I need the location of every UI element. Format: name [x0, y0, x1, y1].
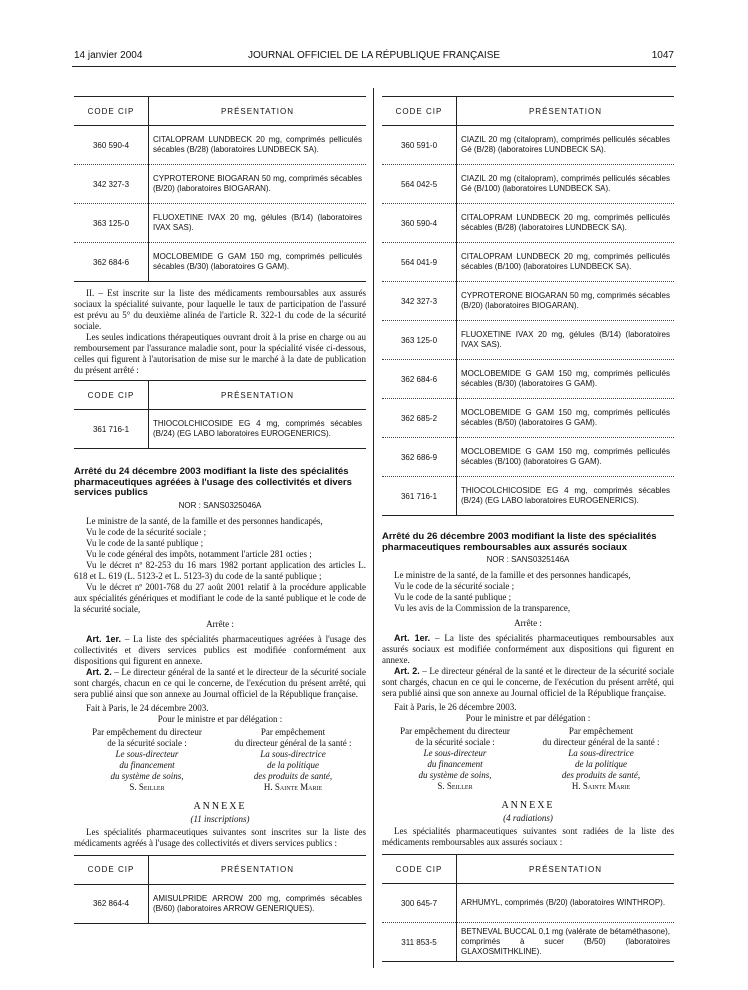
done-at: Fait à Paris, le 24 décembre 2003.	[86, 702, 209, 713]
header-rule	[72, 66, 676, 67]
article-2: Art. 2. – Le directeur général de la santé et le directeur de la sécurité sociale sont chargés, chacun en ce qui le concerne, de l'exécution du présent arrêté, qui sera publié ainsi que son annexe au Journal officiel de la République française.	[74, 666, 366, 699]
annex-subtitle: (11 inscriptions)	[190, 813, 250, 824]
column-header-code: CODE CIP	[382, 97, 457, 126]
annex-heading: ANNEXE	[193, 800, 247, 812]
column-header-code: CODE CIP	[74, 381, 149, 410]
column-separator	[373, 88, 374, 968]
column-header-presentation: PRÉSENTATION	[457, 97, 675, 126]
table-row	[382, 438, 674, 477]
cip-code: 362 864-4	[74, 884, 149, 923]
table-row	[382, 477, 674, 516]
column-header-presentation: PRÉSENTATION	[149, 381, 367, 410]
header-date: 14 janvier 2004	[74, 50, 143, 61]
table-row	[382, 243, 674, 282]
paragraph: Les spécialités pharmaceutiques suivantes sont radiées de la liste des médicaments remboursables aux assurés sociaux :	[382, 826, 674, 847]
paragraph: Vu le code de la santé publique ;	[394, 592, 512, 602]
signatory-name: H. Sainte Marie	[571, 781, 631, 791]
table-row	[382, 923, 674, 962]
cip-code: 360 591-0	[382, 126, 457, 165]
cip-code: 564 041-9	[382, 243, 457, 282]
table-row	[382, 282, 674, 321]
article-2: Art. 2. – Le directeur général de la santé et le directeur de la sécurité sociale sont chargés, chacun en ce qui le concerne, de l'exécution du présent arrêté, qui sera publié ainsi que son annexe au Journal officiel de la République française.	[382, 666, 674, 698]
paragraph: Vu le code général des impôts, notamment l'article 281 octies ;	[86, 548, 312, 559]
done-at: Fait à Paris, le 26 décembre 2003.	[394, 702, 517, 712]
product-presentation: ARHUMYL, comprimés (B/20) (laboratoires WINTHROP).	[457, 884, 675, 923]
table-row	[74, 884, 366, 923]
cip-table	[382, 854, 674, 962]
cip-code: 363 125-0	[382, 321, 457, 360]
paragraph: Vu le décret nº 2001-768 du 27 août 2001 relatif à la procédure applicable aux spécialités génériques et modifiant le code de la santé publique et le code de la sécurité sociale,	[74, 581, 366, 614]
arrete-label: Arrête :	[514, 618, 542, 628]
signature-block: Par empêchement du directeur de la sécurité sociale : Le sous-directeur du financement du système de soins, S. Seiller Par empêchement du directeur général de la santé : La sous-directrice de la politique des produits de santé, H. Sainte Marie	[74, 727, 366, 793]
product-presentation: CIAZIL 20 mg (citalopram), comprimés pelliculés sécables Gé (B/28) (laboratoires LUNDBECK SA).	[457, 126, 675, 165]
delegation-line: Pour le ministre et par délégation :	[157, 713, 283, 724]
nor-reference: NOR : SANS0325146A	[486, 555, 570, 564]
paragraph: Le ministre de la santé, de la famille et des personnes handicapés,	[86, 515, 323, 526]
table-row	[382, 884, 674, 923]
product-presentation: THIOCOLCHICOSIDE EG 4 mg, comprimés sécables (B/24) (EG LABO laboratoires EUROGENERICS).	[149, 410, 367, 449]
product-presentation: MOCLOBEMIDE G GAM 150 mg, comprimés pelliculés sécables (B/50) (laboratoires G GAM).	[457, 399, 675, 438]
product-presentation: CYPROTERONE BIOGARAN 50 mg, comprimés sécables (B/20) (laboratoires BIOGARAN).	[457, 282, 675, 321]
signatory-name: H. Sainte Marie	[263, 781, 323, 792]
product-presentation: CITALOPRAM LUNDBECK 20 mg, comprimés pelliculés sécables (B/28) (laboratoires LUNDBECK SA).	[457, 204, 675, 243]
paragraph: Vu le code de la santé publique ;	[86, 537, 204, 548]
delegation-line: Pour le ministre et par délégation :	[465, 713, 591, 723]
cip-code: 564 042-5	[382, 165, 457, 204]
annex-heading: ANNEXE	[501, 800, 555, 811]
paragraph: Vu le décret nº 82-253 du 16 mars 1982 portant application des articles L. 618 et L. 619 (L. 5123-2 et L. 5123-3) du code de la santé publique ;	[74, 559, 366, 581]
product-presentation: FLUOXETINE IVAX 20 mg, gélules (B/14) (laboratoires IVAX SAS).	[149, 204, 367, 243]
paragraph: II. – Est inscrite sur la liste des médicaments remboursables aux assurés sociaux la spécialité suivante, pour laquelle le taux de participation de l'assuré est prévu au 5° du deuxième alinéa de l'article R. 322-1 du code de la sécurité sociale.	[74, 288, 366, 331]
product-presentation: CYPROTERONE BIOGARAN 50 mg, comprimés sécables (B/20) (laboratoires BIOGARAN).	[149, 165, 367, 204]
product-presentation: AMISULPRIDE ARROW 200 mg, comprimés sécables (B/60) (laboratoires ARROW GENERIQUES).	[149, 884, 367, 923]
column-header-presentation: PRÉSENTATION	[149, 97, 367, 126]
cip-code: 362 685-2	[382, 399, 457, 438]
cip-code: 363 125-0	[74, 204, 149, 243]
article-1: Art. 1er. – La liste des spécialités pharmaceutiques agréées à l'usage des collectivités et divers services publics est modifiée conformément aux dispositions qui figurent en annexe.	[74, 633, 366, 666]
column-header-code: CODE CIP	[74, 97, 149, 126]
cip-code: 342 327-3	[382, 282, 457, 321]
cip-code: 300 645-7	[382, 884, 457, 923]
cip-table	[74, 380, 366, 449]
cip-code: 362 684-6	[74, 243, 149, 282]
column-header-code: CODE CIP	[382, 855, 457, 884]
arrete-label: Arrête :	[206, 618, 234, 629]
product-presentation: FLUOXETINE IVAX 20 mg, gélules (B/14) (laboratoires IVAX SAS).	[457, 321, 675, 360]
signature-block: Par empêchement du directeur de la sécurité sociale : Le sous-directeur du financement du système de soins, S. Seiller Par empêchement du directeur général de la santé : La sous-directrice de la politique des produits de santé, H. Sainte Marie	[382, 726, 674, 792]
left-column	[74, 96, 366, 930]
product-presentation: MOCLOBEMIDE G GAM 150 mg, comprimés pelliculés sécables (B/30) (laboratoires G GAM).	[457, 360, 675, 399]
paragraph: Vu le code de la sécurité sociale ;	[86, 526, 207, 537]
cip-table	[382, 96, 674, 516]
product-presentation: THIOCOLCHICOSIDE EG 4 mg, comprimés sécables (B/24) (EG LABO laboratoires EUROGENERICS).	[457, 477, 675, 516]
paragraph: Le ministre de la santé, de la famille et des personnes handicapés,	[394, 570, 631, 580]
cip-table	[74, 855, 366, 924]
table-row	[74, 126, 366, 165]
signatory-name: S. Seiller	[437, 781, 473, 791]
cip-code: 360 590-4	[74, 126, 149, 165]
cip-code: 362 684-6	[382, 360, 457, 399]
header-journal-title: JOURNAL OFFICIEL DE LA RÉPUBLIQUE FRANÇAISE	[247, 50, 501, 61]
paragraph: Les spécialités pharmaceutiques suivantes sont inscrites sur la liste des médicaments agréés à l'usage des collectivités et divers services publics :	[74, 826, 366, 848]
cip-code: 360 590-4	[382, 204, 457, 243]
table-row	[74, 165, 366, 204]
table-row	[382, 321, 674, 360]
table-row	[74, 204, 366, 243]
table-row	[74, 243, 366, 282]
paragraph: Vu le code de la sécurité sociale ;	[394, 581, 515, 591]
annex-subtitle: (4 radiations)	[503, 813, 553, 823]
table-row	[382, 204, 674, 243]
cip-code: 362 686-9	[382, 438, 457, 477]
product-presentation: BETNEVAL BUCCAL 0,1 mg (valérate de bétaméthasone), comprimés à sucer (B/50) (laboratoires GLAXOSMITHKLINE).	[457, 923, 675, 962]
cip-code: 342 327-3	[74, 165, 149, 204]
product-presentation: MOCLOBEMIDE G GAM 150 mg, comprimés pelliculés sécables (B/100) (laboratoires G GAM).	[457, 438, 675, 477]
right-column	[382, 96, 674, 968]
table-row	[382, 126, 674, 165]
product-presentation: CIAZIL 20 mg (citalopram), comprimés pelliculés sécables Gé (B/100) (laboratoires LUNDBECK SA).	[457, 165, 675, 204]
table-row	[382, 360, 674, 399]
column-header-code: CODE CIP	[74, 855, 149, 884]
table-row	[382, 399, 674, 438]
cip-table	[74, 96, 366, 282]
cip-code: 311 853-5	[382, 923, 457, 962]
decree-title: Arrêté du 24 décembre 2003 modifiant la liste des spécialités pharmaceutiques agréées à l'usage des collectivités et divers services publics	[74, 466, 352, 498]
header-page-number: 1047	[651, 50, 674, 61]
nor-reference: NOR : SANS0325046A	[178, 500, 262, 510]
article-1: Art. 1er. – La liste des spécialités pharmaceutiques remboursables aux assurés sociaux est modifiée conformément aux dispositions qui figurent en annexe.	[382, 633, 674, 665]
table-row	[74, 410, 366, 449]
table-row	[382, 165, 674, 204]
column-header-presentation: PRÉSENTATION	[149, 855, 367, 884]
paragraph: Les seules indications thérapeutiques ouvrant droit à la prise en charge ou au remboursement par l'assurance maladie sont, pour la spécialité visée ci-dessous, celles qui figurent à l'autorisation de mise sur le marché à la date de publication du présent arrêté :	[74, 332, 366, 375]
signatory-name: S. Seiller	[129, 781, 165, 792]
cip-code: 361 716-1	[382, 477, 457, 516]
product-presentation: CITALOPRAM LUNDBECK 20 mg, comprimés pelliculés sécables (B/28) (laboratoires LUNDBECK SA).	[149, 126, 367, 165]
decree-title: Arrêté du 26 décembre 2003 modifiant la liste des spécialités pharmaceutiques remboursables aux assurés sociaux	[382, 531, 657, 553]
column-header-presentation: PRÉSENTATION	[457, 855, 675, 884]
product-presentation: CITALOPRAM LUNDBECK 20 mg, comprimés pelliculés sécables (B/100) (laboratoires LUNDBECK SA).	[457, 243, 675, 282]
paragraph: Vu les avis de la Commission de la transparence,	[394, 603, 571, 613]
product-presentation: MOCLOBEMIDE G GAM 150 mg, comprimés pelliculés sécables (B/30) (laboratoires G GAM).	[149, 243, 367, 282]
cip-code: 361 716-1	[74, 410, 149, 449]
